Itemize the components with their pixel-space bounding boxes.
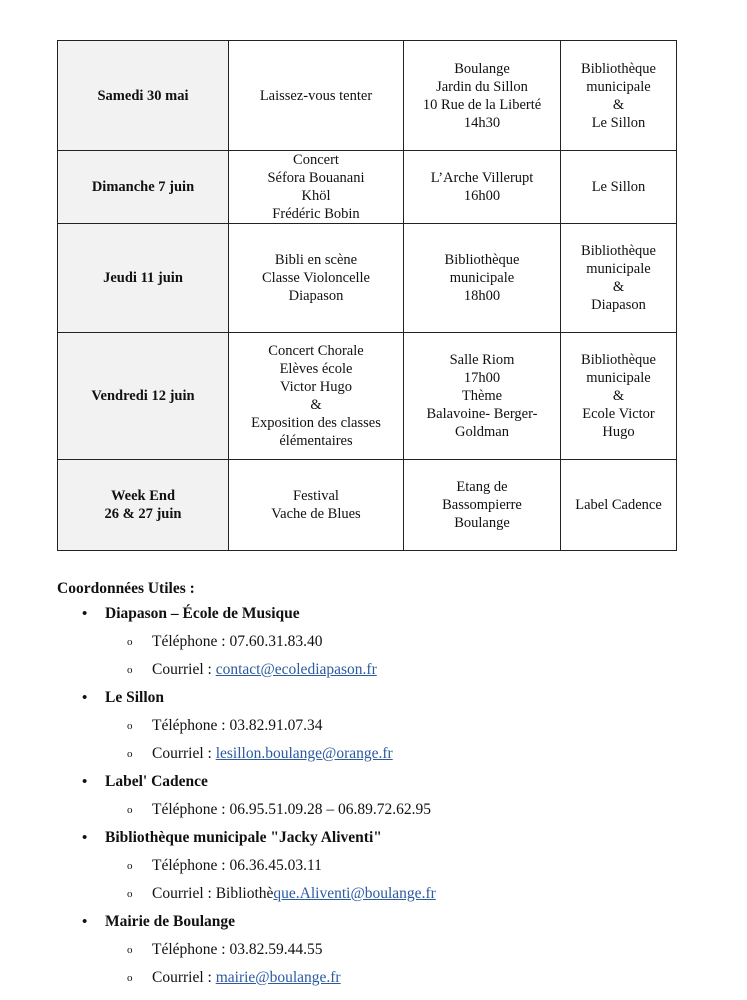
event-cell [229, 151, 404, 224]
place-cell-line: Thème [461, 388, 503, 404]
org-name: Mairie de Boulange [105, 913, 236, 930]
organizer-cell-line: Label Cadence [575, 497, 662, 513]
day-cell-line: 26 & 27 juin [104, 506, 182, 522]
org-name: Diapason – École de Musique [105, 605, 300, 622]
place-cell-line: Etang de [456, 479, 508, 495]
contact-phone [57, 628, 717, 656]
day-cell [58, 333, 229, 460]
place-cell-line: Balavoine- Berger- [426, 406, 538, 422]
contact-phone [57, 852, 717, 880]
event-cell-line: Exposition des classes [251, 415, 381, 431]
place-cell-line: 14h30 [463, 114, 501, 131]
contact-email [57, 740, 717, 768]
place-cell [404, 41, 561, 151]
event-cell-line: & [310, 397, 322, 413]
organizer-cell-line: Ecole Victor [582, 406, 655, 422]
bullet-icon: • [82, 830, 88, 846]
email-label: Courriel : [152, 885, 212, 902]
circle-bullet-icon: o [127, 664, 133, 676]
organizer-cell-line: Bibliothèque [581, 352, 656, 368]
email-prefix: Bibliothè [215, 885, 274, 902]
event-cell-line: Séfora Bouanani [267, 170, 365, 186]
phone-number: 06.36.45.03.11 [229, 857, 322, 874]
organizer-cell-line: Diapason [591, 297, 646, 313]
circle-bullet-icon: o [127, 888, 133, 900]
contact-phone [57, 712, 717, 740]
place-cell-line: Bibliothèque [444, 252, 520, 268]
schedule-row [58, 224, 677, 333]
organizer-cell-line: municipale [586, 261, 651, 277]
email-link[interactable]: contact@ecolediapason.fr [215, 661, 377, 678]
contact-email [57, 880, 717, 908]
event-cell-line: Diapason [288, 288, 344, 304]
contact-phone [57, 936, 717, 964]
event-cell-line: Frédéric Bobin [272, 206, 360, 222]
event-cell-line: élémentaires [279, 433, 353, 449]
day-cell [58, 224, 229, 333]
phone-number: 07.60.31.83.40 [229, 633, 323, 650]
circle-bullet-icon: o [127, 748, 133, 760]
organizer-cell [561, 333, 677, 460]
circle-bullet-icon: o [127, 804, 133, 816]
organizer-cell-line: & [612, 96, 625, 113]
event-cell [229, 460, 404, 551]
event-cell-line: Laissez-vous tenter [259, 87, 373, 104]
event-cell-line: Classe Violoncelle [262, 270, 370, 286]
email-link[interactable]: mairie@boulange.fr [215, 969, 341, 986]
schedule-row [58, 333, 677, 460]
contact-email [57, 656, 717, 684]
schedule-row [58, 151, 677, 224]
contact-org [57, 768, 717, 796]
organizer-cell-line: & [612, 279, 625, 295]
phone-label: Téléphone : [152, 857, 226, 874]
email-link[interactable]: que.Aliventi@boulange.fr [273, 885, 436, 902]
organizer-cell-line: & [612, 388, 625, 404]
organizer-cell [561, 151, 677, 224]
place-cell-line: municipale [449, 270, 515, 286]
contact-org [57, 684, 717, 712]
event-cell-line: Festival [293, 488, 339, 504]
events-table [57, 40, 677, 551]
event-cell-line: Concert [293, 152, 339, 168]
circle-bullet-icon: o [127, 972, 133, 984]
contact-org [57, 908, 717, 936]
organizer-cell-line: Le Sillon [591, 179, 646, 195]
phone-number: 03.82.59.44.55 [229, 941, 323, 958]
event-cell-line: Concert Chorale [268, 343, 364, 359]
organizer-cell-line: municipale [586, 78, 651, 95]
place-cell-line: Boulange [454, 60, 510, 77]
email-label: Courriel : [152, 969, 212, 986]
place-cell-line: Bassompierre [442, 497, 522, 513]
place-cell-line: 16h00 [463, 188, 501, 204]
phone-label: Téléphone : [152, 801, 226, 818]
place-cell-line: 18h00 [463, 288, 501, 304]
event-cell-line: Vache de Blues [271, 506, 361, 522]
email-label: Courriel : [152, 745, 212, 762]
place-cell [404, 151, 561, 224]
contacts-title: Coordonnées Utiles : [57, 580, 195, 597]
circle-bullet-icon: o [127, 944, 133, 956]
place-cell-line: Salle Riom [449, 352, 515, 368]
place-cell-line: 10 Rue de la Liberté [422, 96, 542, 113]
day-cell [58, 151, 229, 224]
event-cell [229, 333, 404, 460]
email-label: Courriel : [152, 661, 212, 678]
place-cell-line: Jardin du Sillon [436, 78, 528, 95]
organizer-cell-line: municipale [586, 370, 651, 386]
place-cell-line: Boulange [454, 515, 510, 531]
contact-email [57, 964, 717, 992]
event-cell-line: Bibli en scène [274, 252, 358, 268]
circle-bullet-icon: o [127, 860, 133, 872]
schedule-row [58, 460, 677, 551]
org-name: Bibliothèque municipale "Jacky Aliventi" [105, 829, 382, 846]
circle-bullet-icon: o [127, 636, 133, 648]
organizer-cell [561, 224, 677, 333]
bullet-icon: • [82, 690, 88, 706]
event-cell-line: Khöl [301, 188, 331, 204]
phone-number: 06.95.51.09.28 – 06.89.72.62.95 [229, 801, 431, 818]
event-cell-line: Victor Hugo [279, 379, 353, 395]
place-cell-line: Goldman [455, 424, 509, 440]
place-cell [404, 333, 561, 460]
contact-org [57, 824, 717, 852]
organizer-cell-line: Bibliothèque [581, 243, 656, 259]
org-name: Le Sillon [105, 689, 165, 706]
organizer-cell [561, 460, 677, 551]
schedule-row [58, 41, 677, 151]
day-cell-line: Jeudi 11 juin [103, 270, 183, 286]
day-cell-line: Vendredi 12 juin [91, 388, 195, 404]
day-cell-line: Dimanche 7 juin [91, 179, 195, 195]
bullet-icon: • [82, 774, 88, 790]
phone-number: 03.82.91.07.34 [229, 717, 323, 734]
org-name: Label' Cadence [105, 773, 208, 790]
place-cell-line: 17h00 [463, 370, 501, 386]
organizer-cell-line: Hugo [602, 424, 635, 440]
place-cell [404, 460, 561, 551]
contact-phone [57, 796, 717, 824]
day-cell [58, 460, 229, 551]
organizer-cell [561, 41, 677, 151]
contact-org [57, 600, 717, 628]
bullet-icon: • [82, 914, 88, 930]
email-link[interactable]: lesillon.boulange@orange.fr [215, 745, 393, 762]
contacts-section [57, 578, 717, 992]
organizer-cell-line: Bibliothèque [581, 60, 656, 77]
day-cell [58, 41, 229, 151]
event-cell [229, 41, 404, 151]
day-cell-line: Samedi 30 mai [97, 87, 189, 104]
day-cell-line: Week End [110, 488, 176, 504]
place-cell-line: L’Arche Villerupt [430, 170, 534, 186]
bullet-icon: • [82, 606, 88, 622]
phone-label: Téléphone : [152, 717, 226, 734]
contacts-list [57, 600, 717, 992]
organizer-cell-line: Le Sillon [591, 114, 646, 131]
event-cell-line: Elèves école [279, 361, 353, 377]
circle-bullet-icon: o [127, 720, 133, 732]
place-cell [404, 224, 561, 333]
phone-label: Téléphone : [152, 941, 226, 958]
event-cell [229, 224, 404, 333]
phone-label: Téléphone : [152, 633, 226, 650]
